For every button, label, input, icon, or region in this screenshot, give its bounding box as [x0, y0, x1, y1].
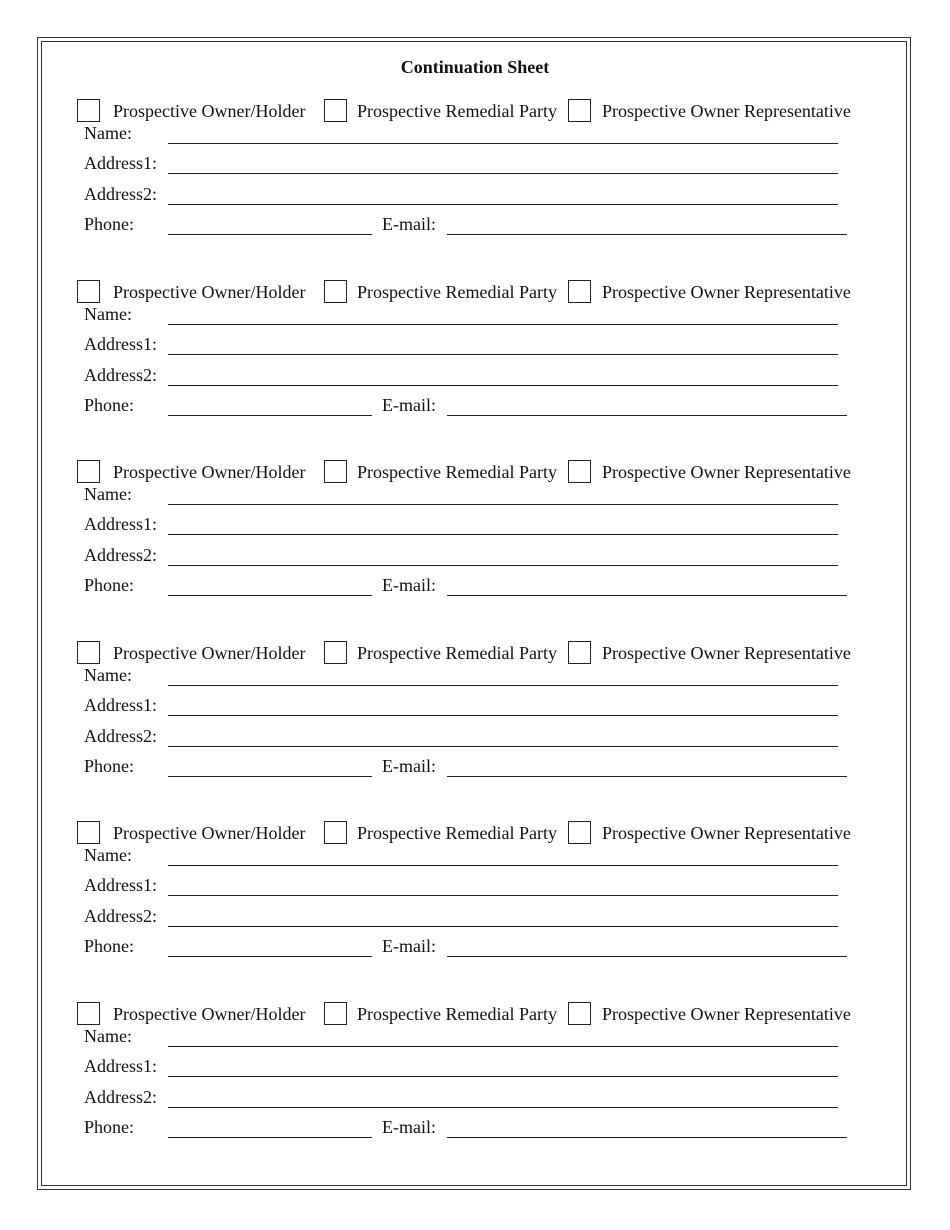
owner-representative-checkbox[interactable] [568, 1002, 591, 1025]
role-checkbox-row [77, 280, 877, 306]
phone-field[interactable] [168, 776, 372, 777]
email-field[interactable] [447, 234, 847, 235]
owner-representative-label: Prospective Owner Representative [602, 462, 851, 482]
email-label: E-mail: [382, 756, 436, 776]
remedial-party-label: Prospective Remedial Party [357, 462, 557, 482]
remedial-party-checkbox[interactable] [324, 99, 347, 122]
owner-holder-label: Prospective Owner/Holder [113, 101, 306, 121]
party-section [0, 1002, 950, 1172]
phone-label: Phone: [84, 1117, 135, 1137]
owner-representative-label: Prospective Owner Representative [602, 1004, 851, 1024]
owner-representative-checkbox[interactable] [568, 821, 591, 844]
remedial-party-label: Prospective Remedial Party [357, 1004, 557, 1024]
address1-field[interactable] [168, 715, 838, 716]
owner-representative-checkbox[interactable] [568, 641, 591, 664]
name-label: Name: [84, 123, 132, 143]
address1-label: Address1: [84, 153, 157, 173]
owner-holder-label: Prospective Owner/Holder [113, 1004, 306, 1024]
page-title: Continuation Sheet [400, 57, 550, 77]
address2-field[interactable] [168, 565, 838, 566]
owner-holder-checkbox[interactable] [77, 641, 100, 664]
owner-representative-checkbox[interactable] [568, 280, 591, 303]
address1-label: Address1: [84, 695, 157, 715]
address1-field[interactable] [168, 173, 838, 174]
email-label: E-mail: [382, 936, 436, 956]
owner-holder-label: Prospective Owner/Holder [113, 462, 306, 482]
address2-label: Address2: [84, 545, 157, 565]
remedial-party-checkbox[interactable] [324, 1002, 347, 1025]
name-label: Name: [84, 1026, 132, 1046]
role-checkbox-row [77, 1002, 877, 1028]
owner-holder-checkbox[interactable] [77, 821, 100, 844]
address2-label: Address2: [84, 184, 157, 204]
email-label: E-mail: [382, 395, 436, 415]
role-checkbox-row [77, 641, 877, 667]
owner-holder-checkbox[interactable] [77, 460, 100, 483]
party-section [0, 821, 950, 991]
address1-label: Address1: [84, 514, 157, 534]
email-label: E-mail: [382, 1117, 436, 1137]
remedial-party-checkbox[interactable] [324, 641, 347, 664]
address2-field[interactable] [168, 746, 838, 747]
phone-label: Phone: [84, 214, 135, 234]
party-section [0, 641, 950, 811]
email-field[interactable] [447, 1137, 847, 1138]
owner-holder-checkbox[interactable] [77, 99, 100, 122]
party-section [0, 460, 950, 630]
name-field[interactable] [168, 143, 838, 144]
address1-label: Address1: [84, 334, 157, 354]
email-field[interactable] [447, 415, 847, 416]
email-label: E-mail: [382, 575, 436, 595]
address2-label: Address2: [84, 365, 157, 385]
owner-representative-checkbox[interactable] [568, 460, 591, 483]
email-field[interactable] [447, 595, 847, 596]
remedial-party-label: Prospective Remedial Party [357, 101, 557, 121]
owner-holder-checkbox[interactable] [77, 1002, 100, 1025]
email-field[interactable] [447, 956, 847, 957]
name-label: Name: [84, 304, 132, 324]
name-field[interactable] [168, 1046, 838, 1047]
email-field[interactable] [447, 776, 847, 777]
owner-holder-label: Prospective Owner/Holder [113, 823, 306, 843]
address2-label: Address2: [84, 1087, 157, 1107]
phone-label: Phone: [84, 936, 135, 956]
name-label: Name: [84, 665, 132, 685]
remedial-party-checkbox[interactable] [324, 280, 347, 303]
name-field[interactable] [168, 685, 838, 686]
owner-holder-label: Prospective Owner/Holder [113, 282, 306, 302]
address2-label: Address2: [84, 906, 157, 926]
address2-field[interactable] [168, 926, 838, 927]
name-label: Name: [84, 845, 132, 865]
name-field[interactable] [168, 504, 838, 505]
party-section [0, 99, 950, 269]
owner-representative-label: Prospective Owner Representative [602, 643, 851, 663]
party-section [0, 280, 950, 450]
phone-field[interactable] [168, 415, 372, 416]
phone-field[interactable] [168, 595, 372, 596]
role-checkbox-row [77, 821, 877, 847]
address1-field[interactable] [168, 1076, 838, 1077]
address1-field[interactable] [168, 354, 838, 355]
remedial-party-checkbox[interactable] [324, 821, 347, 844]
address2-field[interactable] [168, 1107, 838, 1108]
remedial-party-checkbox[interactable] [324, 460, 347, 483]
remedial-party-label: Prospective Remedial Party [357, 643, 557, 663]
role-checkbox-row [77, 99, 877, 125]
role-checkbox-row [77, 460, 877, 486]
phone-label: Phone: [84, 575, 135, 595]
phone-field[interactable] [168, 1137, 372, 1138]
name-field[interactable] [168, 865, 838, 866]
phone-label: Phone: [84, 395, 135, 415]
phone-label: Phone: [84, 756, 135, 776]
address2-label: Address2: [84, 726, 157, 746]
phone-field[interactable] [168, 956, 372, 957]
owner-holder-checkbox[interactable] [77, 280, 100, 303]
owner-representative-label: Prospective Owner Representative [602, 823, 851, 843]
owner-representative-label: Prospective Owner Representative [602, 101, 851, 121]
owner-holder-label: Prospective Owner/Holder [113, 643, 306, 663]
name-field[interactable] [168, 324, 838, 325]
address2-field[interactable] [168, 385, 838, 386]
address1-field[interactable] [168, 534, 838, 535]
address2-field[interactable] [168, 204, 838, 205]
phone-field[interactable] [168, 234, 372, 235]
address1-label: Address1: [84, 1056, 157, 1076]
remedial-party-label: Prospective Remedial Party [357, 823, 557, 843]
address1-field[interactable] [168, 895, 838, 896]
address1-label: Address1: [84, 875, 157, 895]
remedial-party-label: Prospective Remedial Party [357, 282, 557, 302]
name-label: Name: [84, 484, 132, 504]
owner-representative-checkbox[interactable] [568, 99, 591, 122]
email-label: E-mail: [382, 214, 436, 234]
owner-representative-label: Prospective Owner Representative [602, 282, 851, 302]
